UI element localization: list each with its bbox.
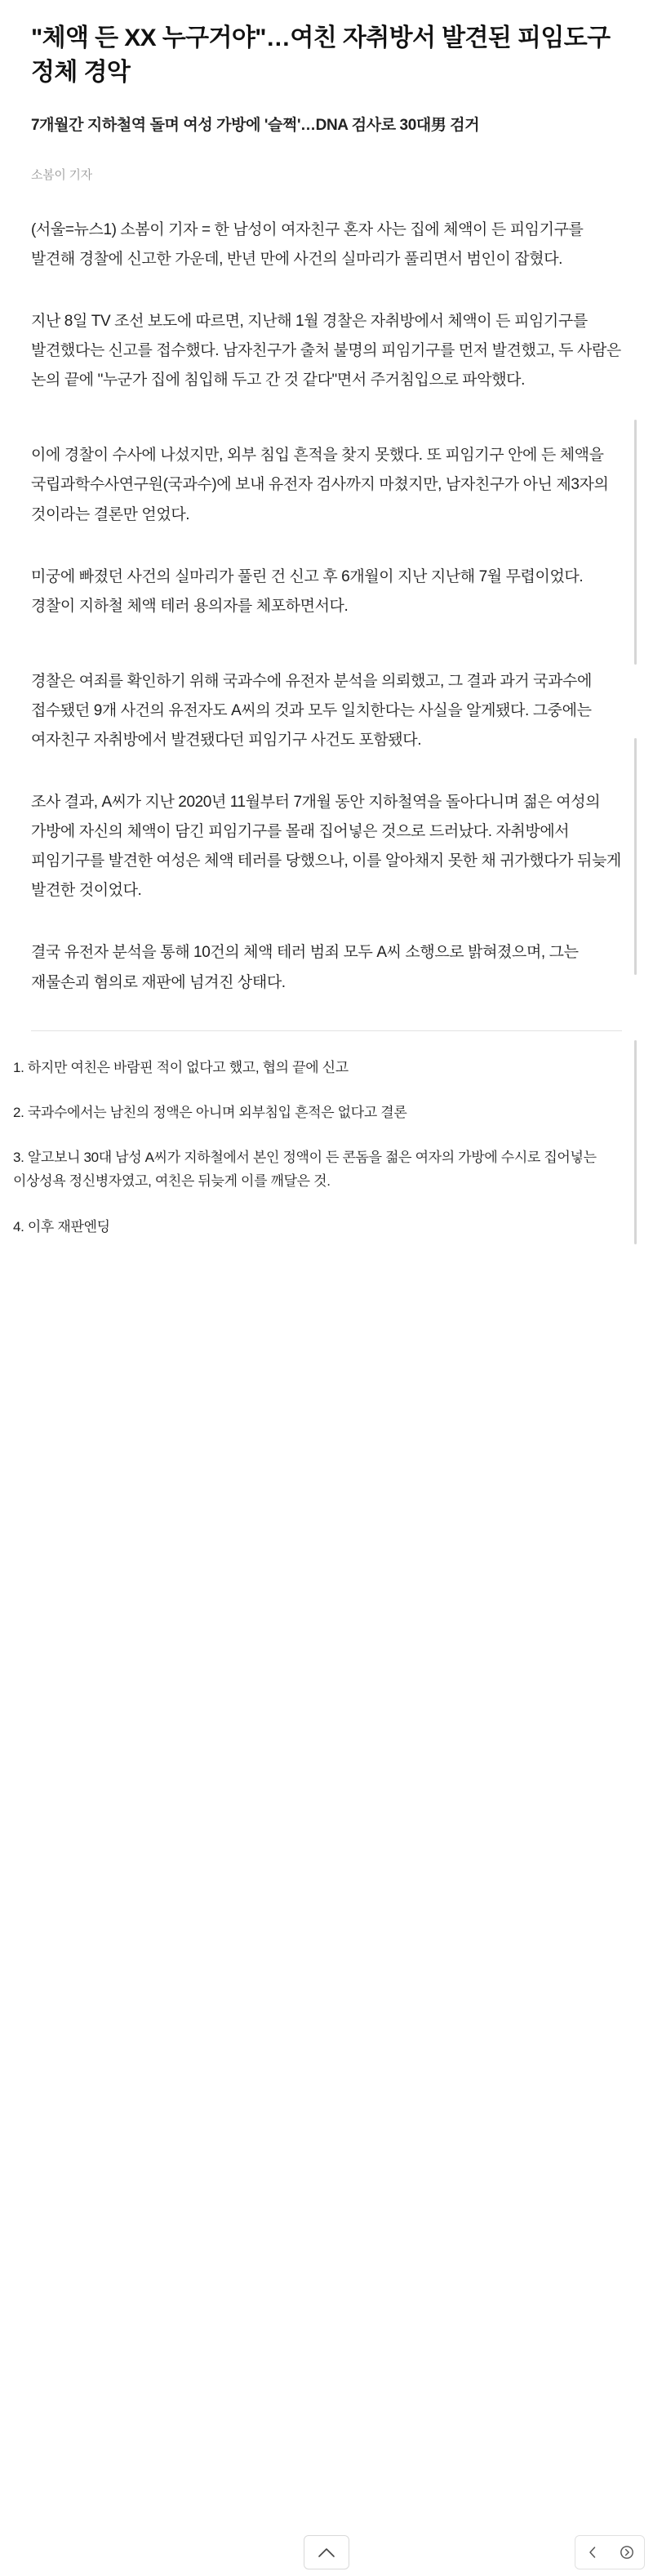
article-paragraph: 경찰은 여죄를 확인하기 위해 국과수에 유전자 분석을 의뢰했고, 그 결과 과거 국과수에 접수됐던 9개 사건의 유전자도 A씨의 것과 모두 일치한다는 사실을 알게됐다. 그중에는 여자친구 자취방에서 발견됐다던 피임기구 사건도 포함됐다. [31, 672, 592, 749]
chevron-right-icon [619, 2544, 635, 2560]
article-byline: 소봄이 기자 [31, 167, 92, 182]
article-paragraph: 결국 유전자 분석을 통해 10건의 체액 테러 범죄 모두 A씨 소행으로 밝혀졌으며, 그는 재물손괴 혐의로 재판에 넘겨진 상태다. [31, 944, 579, 991]
article-paragraph: 미궁에 빠졌던 사건의 실마리가 풀린 건 신고 후 6개월이 지난 지난해 7월 무렵이었다. 경찰이 지하철 체액 테러 용의자를 체포하면서다. [31, 567, 584, 615]
scroll-indicator[interactable] [634, 420, 637, 665]
page-title: "체액 든 XX 누구거야"…여친 자취방서 발견된 피임도구 정체 경악 [31, 24, 611, 86]
chevron-up-icon [318, 2547, 335, 2558]
chevron-left-icon [584, 2544, 601, 2560]
article-paragraph: (서울=뉴스1) 소봄이 기자 = 한 남성이 여자친구 혼자 사는 집에 체액이 든 피임기구를 발견해 경찰에 신고한 가운데, 반년 만에 사건의 실마리가 풀리면서 범인이 잡혔다. [31, 220, 584, 268]
section-divider [31, 1030, 622, 1031]
scroll-indicator[interactable] [634, 738, 637, 975]
article-subheadline: 7개월간 지하철역 돌며 여성 가방에 '슬쩍'…DNA 검사로 30대男 검거 [31, 117, 480, 134]
article-paragraph: 지난 8일 TV 조선 보도에 따르면, 지난해 1월 경찰은 자취방에서 체액이 든 피임기구를 발견했다는 신고를 접수했다. 남자친구가 출처 불명의 피임기구를 먼저 발견했고, 두 사람은 논의 끝에 "누군가 집에 침입해 두고 간 것 같다"면서 주거침입으로 파악했다. [31, 313, 621, 389]
scroll-indicator[interactable] [634, 1040, 637, 1244]
bottom-toolbar [0, 2532, 653, 2576]
next-button[interactable] [619, 2544, 635, 2560]
article-body [31, 216, 622, 998]
prev-button[interactable] [584, 2544, 601, 2560]
article-paragraph: 조사 결과, A씨가 지난 2020년 11월부터 7개월 동안 지하철역을 돌아다니며 젊은 여성의 가방에 자신의 체액이 담긴 피임기구를 몰래 집어넣은 것으로 드러났다. 자취방에서 피임기구를 발견한 여성은 체액 테러를 당했으나, 이를 알아채지 못한 채 귀가했다가 뒤늦게 발견한 것이었다. [31, 794, 621, 900]
list-item: 4. 이후 재판엔딩 [13, 1218, 110, 1235]
comment-list [0, 1056, 653, 1239]
list-item: 3. 알고보니 30대 남성 A씨가 지하철에서 본인 정액이 든 콘돔을 젊은 여자의 가방에 수시로 집어넣는 이상성욕 정신병자였고, 여친은 뒤늦게 이를 깨달은 것. [13, 1150, 597, 1190]
article-paragraph: 이에 경찰이 수사에 나섰지만, 외부 침입 흔적을 찾지 못했다. 또 피임기구 안에 든 체액을 국립과학수사연구원(국과수)에 보내 유전자 검사까지 마쳤지만, 남자친구가 아닌 제3자의 것이라는 결론만 얻었다. [31, 447, 609, 523]
scroll-to-top-button[interactable] [304, 2535, 349, 2569]
list-item: 1. 하지만 여친은 바람핀 적이 없다고 했고, 협의 끝에 신고 [13, 1059, 349, 1075]
nav-buttons-group [575, 2535, 645, 2569]
article-content [0, 0, 653, 1031]
list-item: 2. 국과수에서는 남친의 정액은 아니며 외부침입 흔적은 없다고 결론 [13, 1104, 407, 1120]
